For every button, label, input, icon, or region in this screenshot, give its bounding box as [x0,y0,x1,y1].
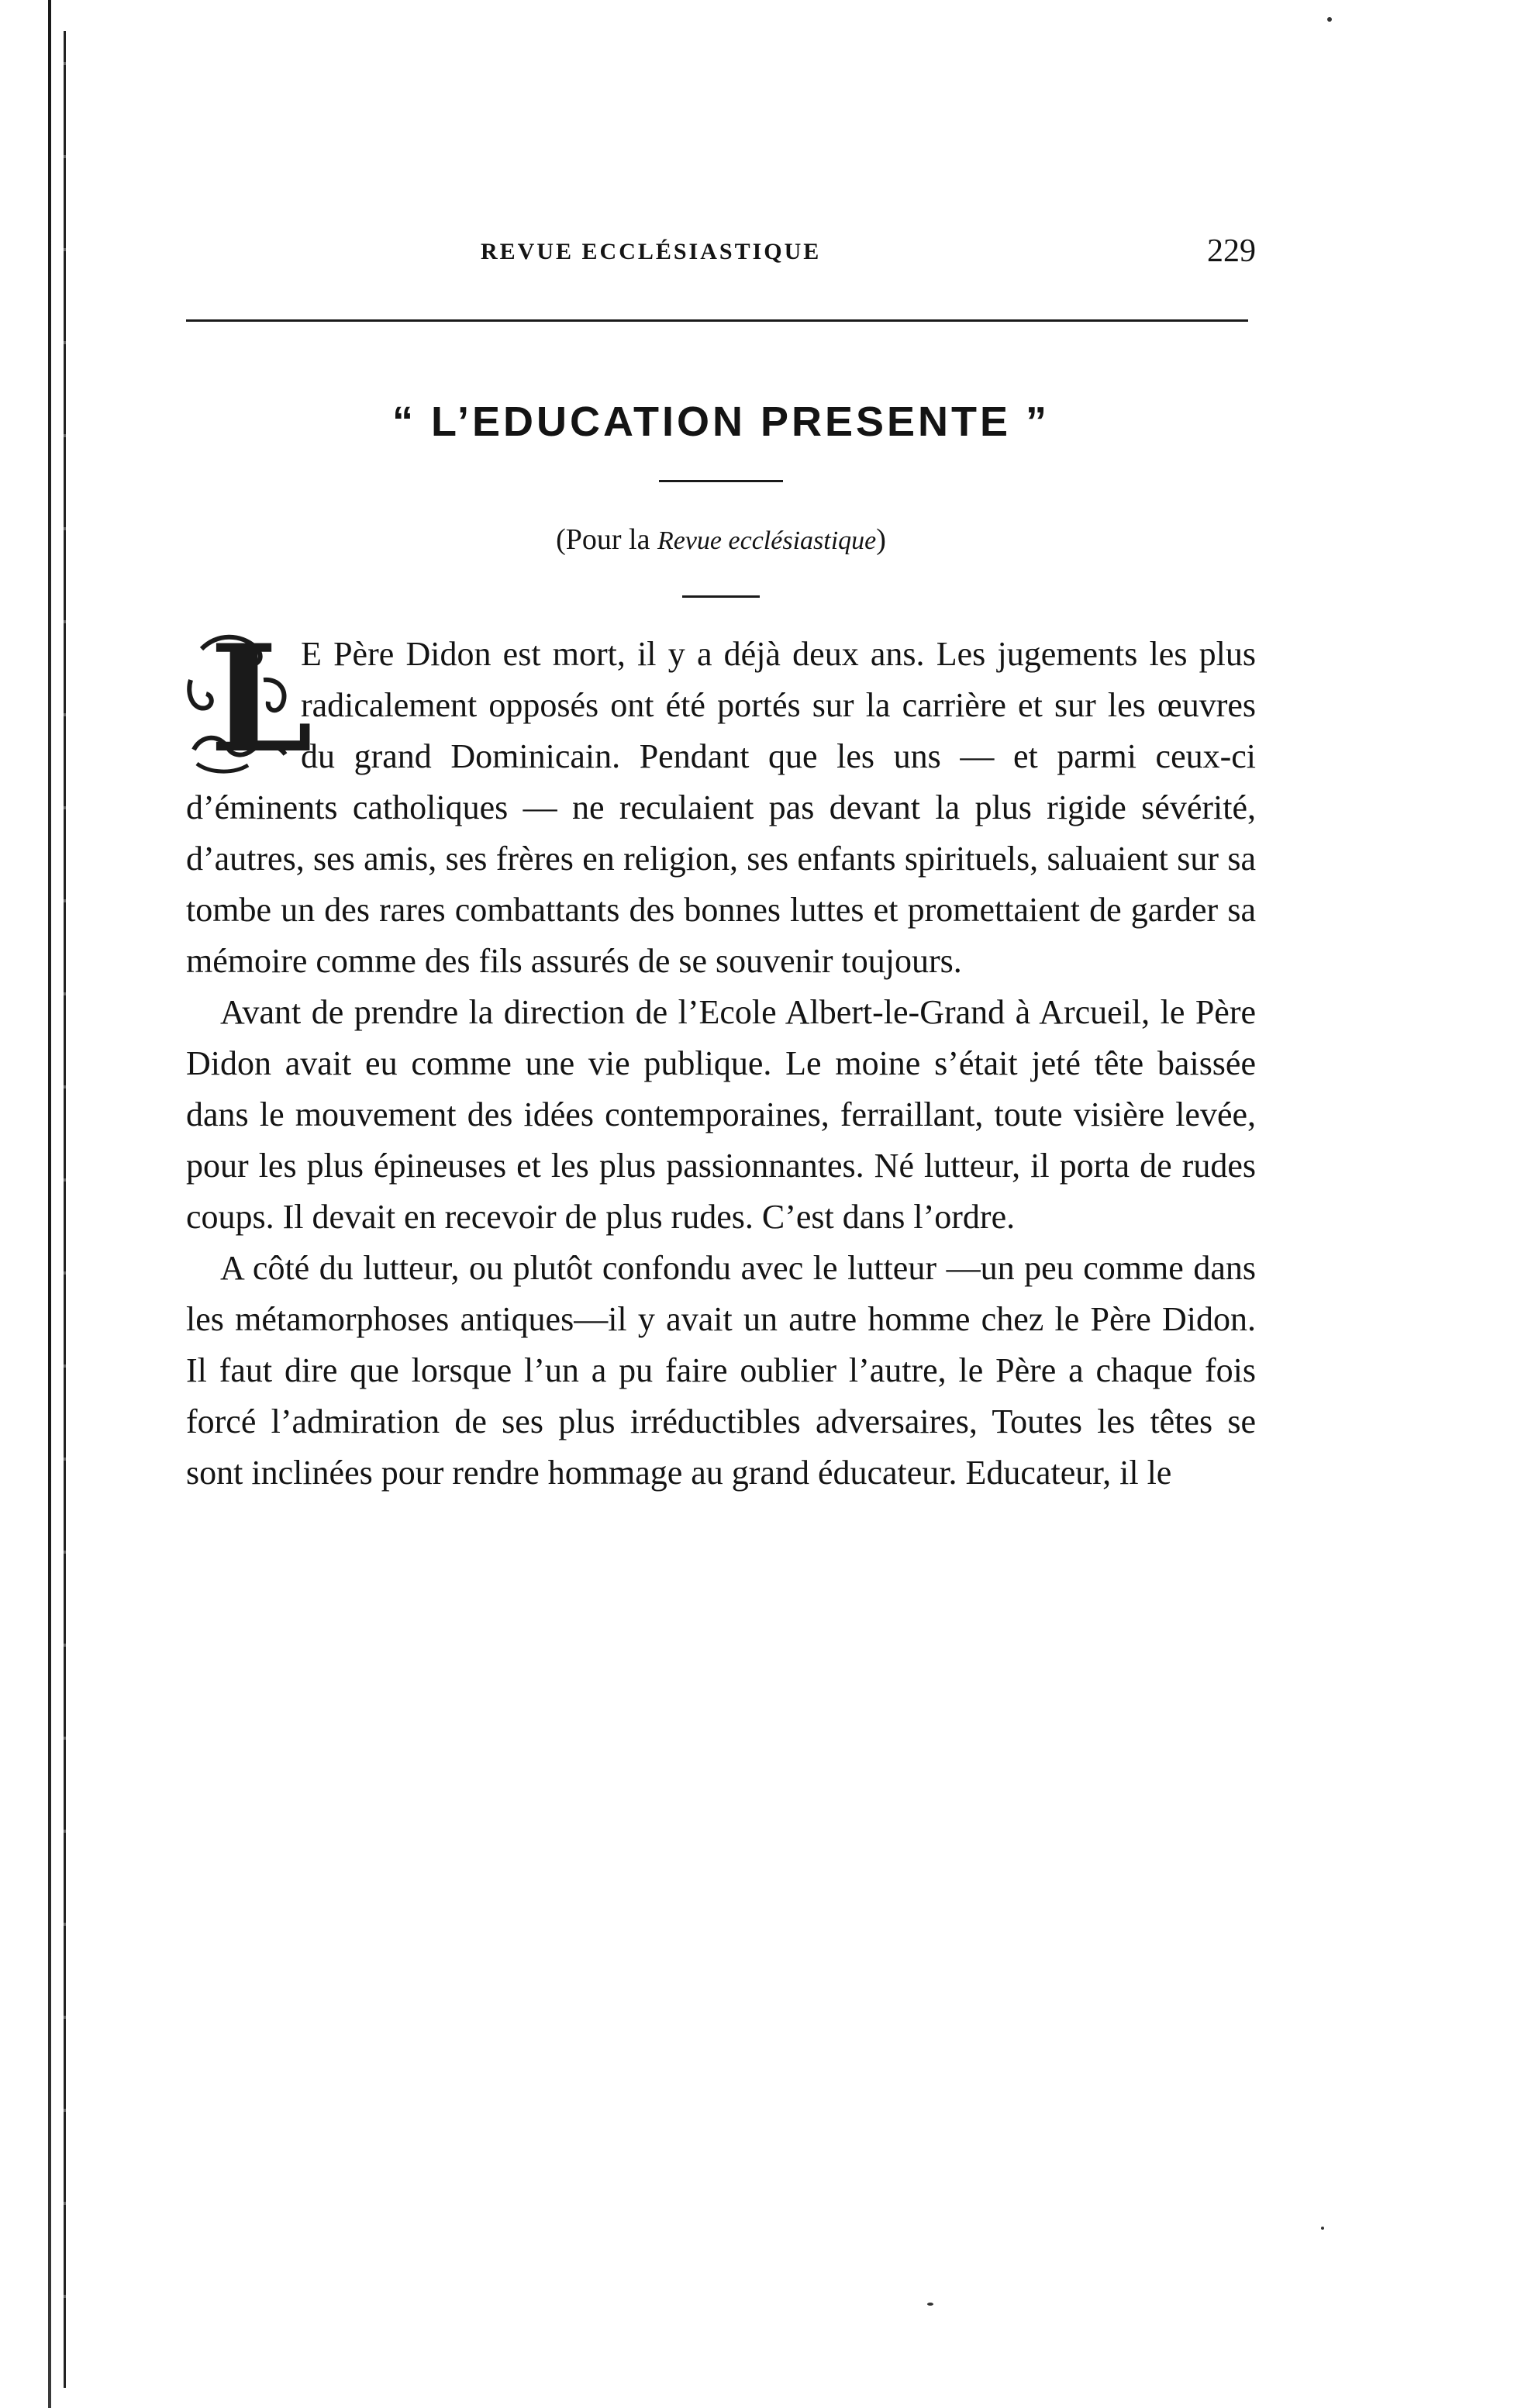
ornamental-drop-cap-icon [186,612,313,785]
drop-cap-letter: L [209,612,313,785]
article-body [186,612,1256,1499]
scan-speck [1327,17,1332,22]
scan-margin-edge [48,0,51,2408]
running-title: REVUE ECCLÉSIASTIQUE [481,239,822,264]
scan-speck [1321,2227,1324,2230]
source-rule [682,595,760,598]
book-page [186,233,1256,1499]
page-number: 229 [1207,233,1256,269]
running-head [186,233,1256,279]
source-suffix: ) [876,523,886,556]
paragraph-1-text: E Père Didon est mort, il y a déjà deux ans. Les jugements les plus radicalement opposés ont été portés sur la carrière et sur les œuvres du grand Dominicain. Pendant que les uns — et parmi ceux-ci d’éminents catholiques — ne reculaient pas devant la plus rigide sévérité, d’autres, ses amis, ses frères en religion, ses enfants spirituels, saluaient sur sa tombe un des rares combattants des bonnes luttes et promettaient de garder sa mémoire comme des fils assurés de se souvenir toujours. [186,635,1256,980]
header-rule [186,319,1248,322]
paragraph-1 [186,612,1256,987]
article-title: “ L’EDUCATION PRESENTE ” [391,398,1050,445]
title-rule [659,480,783,482]
scan-margin-edge-inner [64,31,66,2388]
paragraph-3: A côté du lutteur, ou plutôt confondu avec le lutteur —un peu comme dans les métamorphoses antiques—il y avait un autre homme chez le Père Didon. Il faut dire que lorsque l’un a pu faire oublier l’autre, le Père a chaque fois forcé l’admiration de ses plus irréductibles adversaires, Toutes les têtes se sont inclinées pour rendre hommage au grand éducateur. Educateur, il le [186,1249,1256,1492]
source-prefix: (Pour la [556,523,657,556]
paragraph-2: Avant de prendre la direction de l’Ecole Albert-le-Grand à Arcueil, le Père Didon avait eu comme une vie publique. Le moine s’était jeté tête baissée dans le mouvement des idées contemporaines, ferraillant, toute visière levée, pour les plus épineuses et les plus passionnantes. Né lutteur, il porta de rudes coups. Il devait en recevoir de plus rudes. C’est dans l’ordre. [186,993,1256,1236]
scan-speck [927,2303,933,2306]
source-journal: Revue ecclésiastique [657,526,877,555]
source-line [186,523,1256,557]
